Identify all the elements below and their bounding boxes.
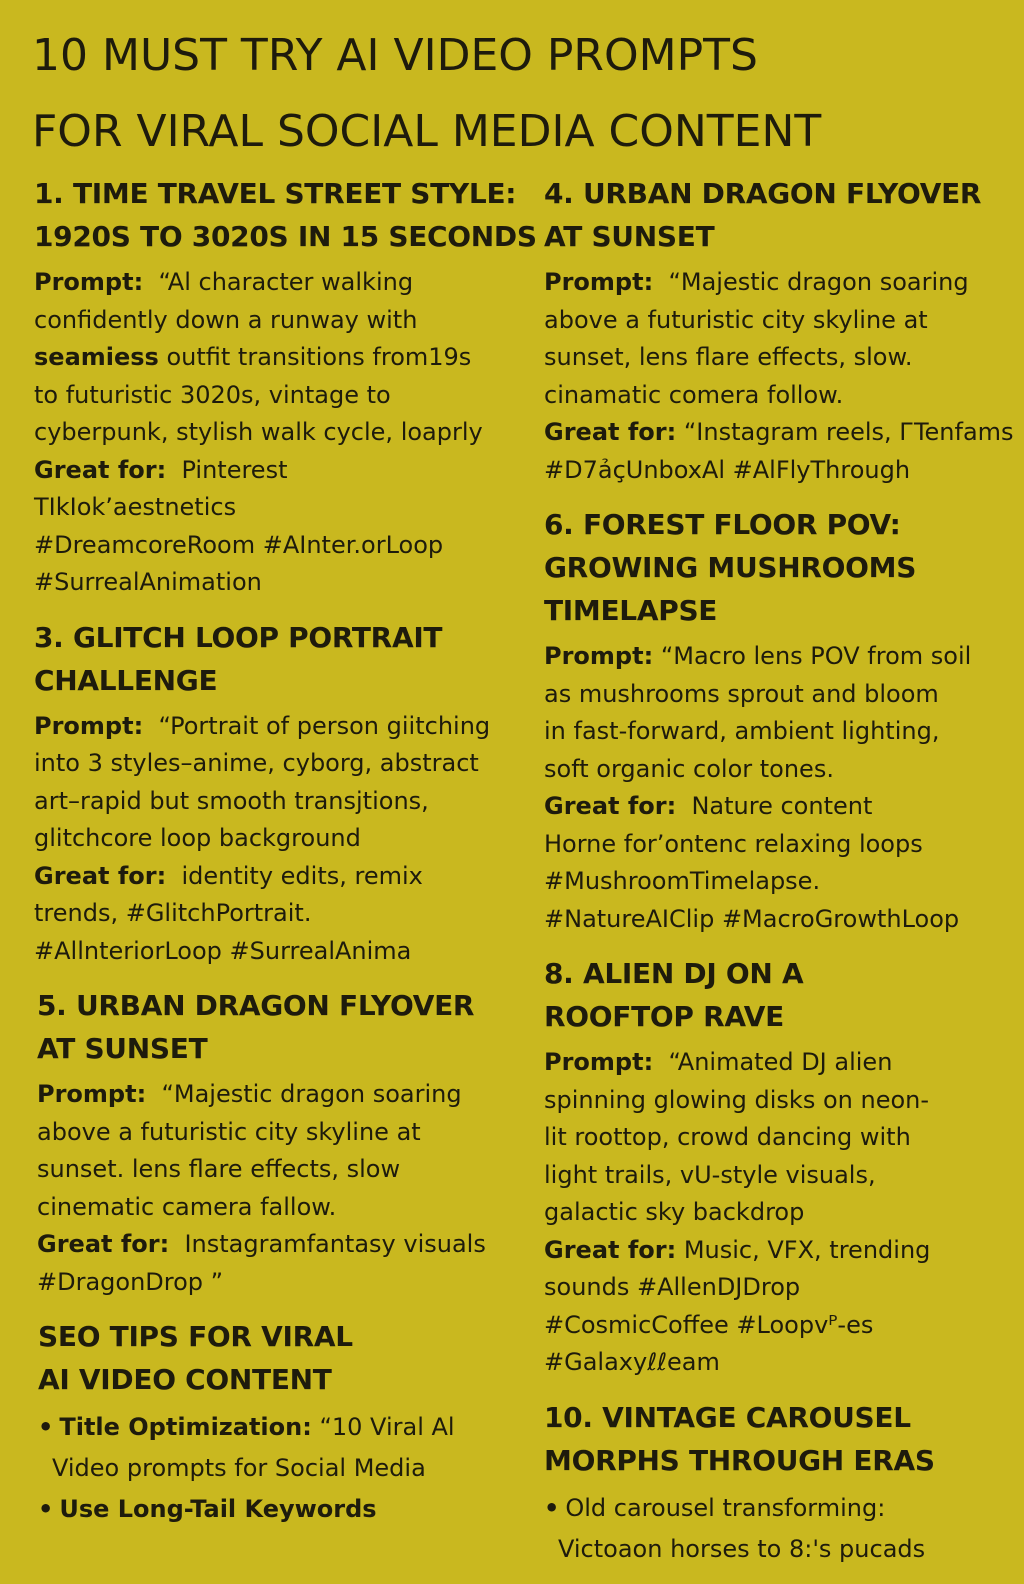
section-10-list <box>544 1488 1020 1570</box>
hashtags: #D7ảçUnboxAl #AlFlyThrough <box>544 455 911 484</box>
left-column <box>34 172 537 1544</box>
great-for-label: Great for: <box>34 861 167 890</box>
section-6-heading-line-3: TIMELAPSE <box>544 594 718 627</box>
section-5-heading <box>37 984 518 1070</box>
page-title-line-1: 10 MUST TRY AI VIDEO PROMPTS <box>32 30 758 81</box>
page-title-line-2: FOR VIRAL SOCIAL MEDIA CONTENT <box>32 106 822 157</box>
section-4-urban-dragon <box>544 172 1020 489</box>
great-for-text: TIkIok’aestnetics <box>34 493 237 521</box>
prompt-text: soft organic color tones. <box>544 754 834 783</box>
great-for-text: Horne for’ontenc relaxing loops <box>544 829 923 858</box>
bullet-icon: • <box>544 1493 560 1522</box>
prompt-text: confidently down a runway with <box>34 305 418 334</box>
great-for-text: Nature content <box>691 792 873 820</box>
section-4-body <box>544 264 1020 489</box>
prompt-text: in fast-forward, ambient lighting, <box>544 717 940 745</box>
list-item: • Use Long-Tail Keywords <box>38 1495 377 1523</box>
seo-tips-list <box>38 1407 518 1530</box>
section-4-heading-line-1: 4. URBAN DRAGON FLYOVER <box>544 177 982 210</box>
section-8-heading-line-2: ROOFTOP RAVE <box>544 1000 784 1033</box>
hashtags: #AllnteriorLoop #SurrealAnima <box>34 936 412 965</box>
great-for-label: Great for: <box>544 418 677 446</box>
section-10-heading-line-2: MORPHS THROUGH ERAS <box>544 1443 935 1477</box>
seo-heading-line-2: AI VIDEO CONTENT <box>38 1363 332 1396</box>
prompt-text: to futuristic 3020s, vintage to <box>34 380 391 409</box>
prompt-label: Prompt: <box>544 642 654 670</box>
page-title <box>32 18 1012 170</box>
hashtags: #CosmicCoffee #Loopvᴾ-es <box>544 1310 874 1339</box>
right-column <box>544 172 1020 1584</box>
prompt-text: above a futuristic city skyline at <box>37 1117 421 1146</box>
great-for-text: Pinterest <box>181 455 288 484</box>
section-6-heading-line-1: 6. FOREST FLOOR POV: <box>544 508 901 541</box>
prompt-text: “Majestic dragon soaring <box>668 268 969 296</box>
great-for-text: Instagramfantasy visuals <box>184 1230 486 1258</box>
prompt-text: sunset. lens flare effects, slow <box>37 1155 401 1183</box>
list-item-continuation: Video prompts for Social Media <box>52 1454 426 1482</box>
section-1-heading <box>34 172 537 258</box>
section-5-body <box>37 1076 518 1301</box>
section-6-forest-floor <box>544 503 1020 938</box>
prompt-text-bold: seamiess <box>34 343 159 371</box>
section-8-alien-dj <box>544 952 1020 1382</box>
seo-heading-line-1: SEO TIPS FOR VIRAL <box>38 1320 353 1353</box>
prompt-text: “Macro lens POV from soil <box>660 642 972 670</box>
prompt-text: into 3 styles–anime, cyborg, abstract <box>34 749 479 777</box>
prompt-text: art–rapid but smooth transjtions, <box>34 786 429 815</box>
section-3-heading-line-2: CHALLENGE <box>34 663 218 697</box>
hashtags: #Galaxyℓℓeam <box>544 1348 720 1376</box>
section-3-heading-line-1: 3. GLITCH LOOP PORTRAIT <box>34 620 443 654</box>
hashtags: #DragonDrop ” <box>37 1267 224 1296</box>
section-10-heading <box>544 1396 1020 1482</box>
hashtags: sounds #AllenDJDrop <box>544 1273 801 1301</box>
prompt-label: Prompt: <box>544 1048 654 1076</box>
list-item: • Title Optimization: “10 Viral Al <box>38 1413 455 1441</box>
prompt-label: Prompt: <box>34 268 144 296</box>
section-8-heading-line-1: 8. ALIEN DJ ON A <box>544 957 804 990</box>
section-8-heading <box>544 952 1020 1038</box>
prompt-label: Prompt: <box>37 1080 147 1108</box>
section-3-body <box>34 708 518 971</box>
prompt-text: outfit transitions from19s <box>158 343 472 371</box>
prompt-text: lit roottop, crowd dancing with <box>544 1123 911 1151</box>
section-4-heading <box>544 172 1020 258</box>
section-1-time-travel <box>34 172 537 602</box>
prompt-text: galactic sky backdrop <box>544 1198 805 1226</box>
great-for-label: Great for: <box>544 792 677 820</box>
prompt-text: above a futuristic city skyline at <box>544 305 928 334</box>
list-item-continuation: Victoaon horses to 8:'s pucads <box>558 1534 926 1563</box>
section-4-heading-line-2: AT SUNSET <box>544 220 715 253</box>
list-item: • Old carousel transforming: <box>544 1493 886 1522</box>
section-1-body <box>34 264 518 602</box>
prompt-text: cinamatic comera follow. <box>544 380 844 409</box>
hashtags: #NatureAIClip #MacroGrowthLoop <box>544 904 960 933</box>
prompt-label: Prompt: <box>34 711 144 740</box>
prompt-text: “Al character walking <box>158 268 414 296</box>
great-for-text: “Instagram reels, ГTenfams <box>683 418 1014 446</box>
great-for-text: Music, VFX, trending <box>683 1235 931 1264</box>
great-for-label: Great for: <box>37 1230 170 1258</box>
prompt-text: spinning glowing disks on neon- <box>544 1085 930 1114</box>
section-5-heading-line-1: 5. URBAN DRAGON FLYOVER <box>37 989 475 1022</box>
bullet-icon: • <box>38 1413 54 1441</box>
section-6-heading <box>544 503 1020 632</box>
hashtags: #DreamcoreRoom #AInter.orLoop <box>34 530 444 559</box>
prompt-text: light trails, vU-style visuals, <box>544 1160 876 1189</box>
section-8-body <box>544 1044 1020 1382</box>
section-3-glitch-loop <box>34 616 518 971</box>
section-6-heading-line-2: GROWING MUSHROOMS <box>544 551 917 584</box>
prompt-text: “Majestic dragon soaring <box>161 1080 462 1108</box>
section-10-heading-line-1: 10. VINTAGE CAROUSEL <box>544 1400 911 1434</box>
great-for-label: Great for: <box>544 1235 677 1264</box>
great-for-text: identity edits, remix <box>181 861 423 890</box>
section-1-heading-line-1: 1. TIME TRAVEL STREET STYLE: <box>34 177 517 210</box>
seo-heading <box>38 1315 518 1401</box>
prompt-text: glitchcore loop background <box>34 824 361 852</box>
prompt-text: as mushrooms sprout and bloom <box>544 679 939 708</box>
prompt-label: Prompt: <box>544 268 654 296</box>
hashtags: #SurrealAnimation <box>34 568 262 596</box>
prompt-text: cyberpunk, stylish walk cycle, loaprly <box>34 418 483 446</box>
prompt-text: “Animated DJ alien <box>668 1048 893 1076</box>
section-6-body <box>544 638 1020 938</box>
bullet-icon: • <box>38 1495 54 1523</box>
great-for-text: trends, #GlitchPortrait. <box>34 899 312 927</box>
prompt-text: “Portrait of person giitching <box>158 711 491 740</box>
section-5-urban-dragon <box>34 984 518 1301</box>
great-for-label: Great for: <box>34 455 167 484</box>
hashtags: #MushroomTimelapse. <box>544 867 821 895</box>
prompt-text: sunset, lens flare effects, slow. <box>544 343 913 371</box>
section-3-heading <box>34 616 518 702</box>
section-seo-tips <box>34 1315 518 1530</box>
section-1-heading-line-2: 1920S TO 3020S IN 15 SECONDS <box>34 220 537 253</box>
section-10-vintage-carousel <box>544 1396 1020 1570</box>
prompt-text: cinematic camera fallow. <box>37 1192 337 1221</box>
section-5-heading-line-2: AT SUNSET <box>37 1032 208 1065</box>
